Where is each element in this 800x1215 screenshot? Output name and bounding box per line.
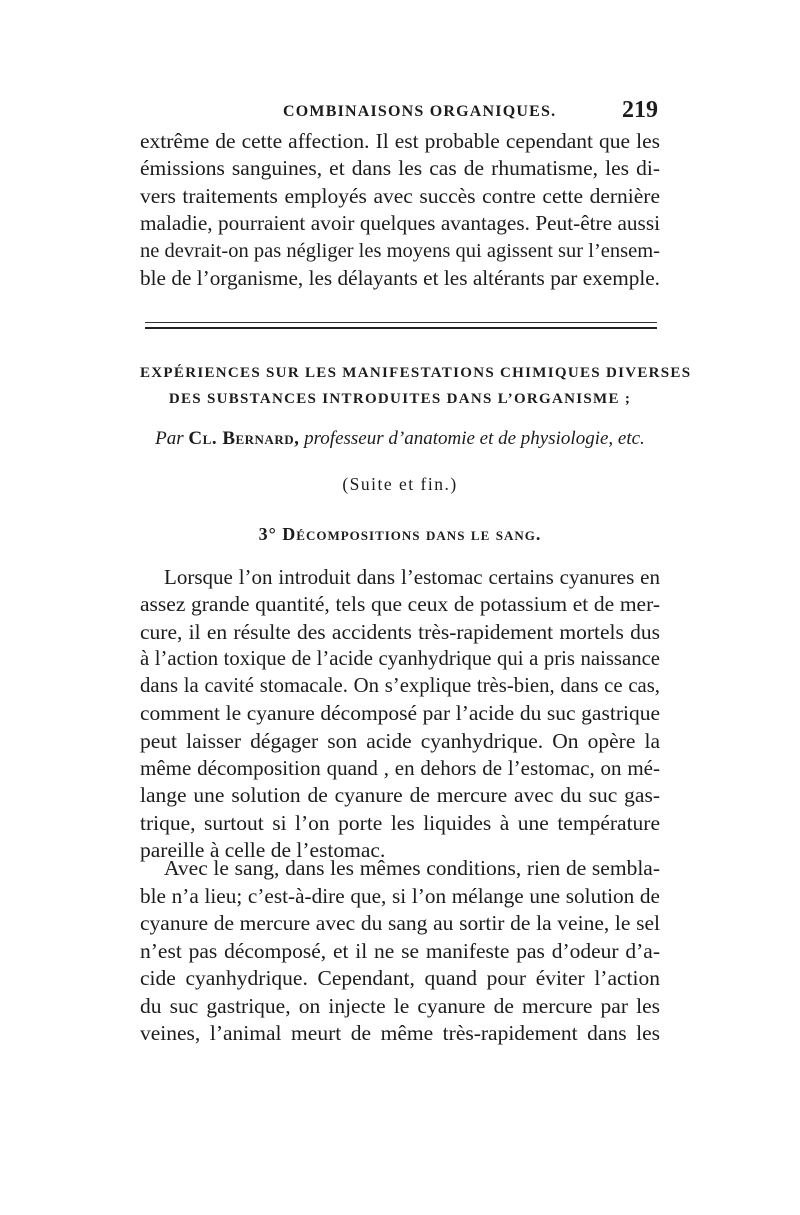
text-line: cure, il en résulte des accidents très-rapidement mortels dus [140, 619, 660, 644]
text-line: vers traitements employés avec succès contre cette dernière [140, 183, 660, 208]
text-line: assez grande quantité, tels que ceux de potassium et de mer- [140, 592, 660, 617]
text-line: peut laisser dégager son acide cyanhydrique. On opère la [140, 728, 660, 753]
running-head [140, 97, 660, 127]
text-line: veines, l’animal meurt de même très-rapidement dans les [140, 1021, 660, 1045]
text-line: comment le cyanure décomposé par l’acide du suc gastrique [140, 701, 660, 726]
continuation-paragraph [140, 128, 660, 292]
text-line: Avec le sang, dans les mêmes conditions, rien de sembla- [164, 856, 660, 880]
text-line: maladie, pourraient avoir quelques avantages. Peut-être aussi [140, 211, 660, 236]
article-title-line: DES SUBSTANCES INTRODUITES DANS L’ORGANISME ; [168, 391, 632, 407]
byline [140, 428, 660, 450]
text-line: ble n’a lieu; c’est-à-dire que, si l’on mélange une solution de [140, 883, 660, 908]
text-line: pareille à celle de l’estomac. [140, 837, 386, 862]
page-number: 219 [622, 97, 658, 123]
running-title: COMBINAISONS ORGANIQUES. [283, 103, 557, 120]
text-line: dans la cavité stomacale. On s’explique très-bien, dans ce cas, [140, 675, 660, 698]
article-title [140, 360, 692, 412]
text-line: cide cyanhydrique. Cependant, quand pour éviter l’action [140, 966, 660, 990]
body-paragraph [140, 855, 660, 1048]
continuation-note: (Suite et fin.) [342, 474, 458, 494]
text-line: émissions sanguines, et dans les cas de rhumatisme, les di- [140, 156, 660, 181]
author-name: Cl. Bernard, [188, 428, 300, 449]
text-line: ble de l’organisme, les délayants et les altérants par exemple. [140, 266, 660, 291]
text-line: à l’action toxique de l’acide cyanhydrique qui a pris naissance [140, 647, 660, 670]
byline-prefix: Par [155, 428, 189, 449]
author-title: professeur d’anatomie et de physiologie, etc. [299, 428, 645, 449]
text-line: n’est pas décomposé, et il ne se manifeste pas d’odeur d’a- [140, 938, 660, 963]
thick-rule [145, 327, 657, 329]
text-line: lange une solution de cyanure de mercure avec du suc gas- [140, 783, 660, 808]
text-line: même décomposition quand , en dehors de l’estomac, on mé- [140, 756, 660, 781]
text-line: du suc gastrique, on injecte le cyanure de mercure par les [140, 993, 660, 1018]
text-line: cyanure de mercure avec du sang au sortir de la veine, le sel [140, 911, 660, 935]
text-line: trique, surtout si l’on porte les liquides à une température [140, 810, 660, 835]
text-line: ne devrait-on pas négliger les moyens qui agissent sur l’ensem- [140, 239, 660, 262]
section-separator-rule [145, 322, 657, 330]
text-line: Lorsque l’on introduit dans l’estomac certains cyanures en [164, 565, 660, 589]
section-heading: 3° Décompositions dans le sang. [258, 524, 542, 544]
thin-rule [145, 322, 657, 323]
body-paragraph [140, 564, 660, 864]
article-title-line: EXPÉRIENCES SUR LES MANIFESTATIONS CHIMIQUES DIVERSES [140, 365, 692, 381]
text-line: extrême de cette affection. Il est probable cependant que les [140, 129, 660, 153]
